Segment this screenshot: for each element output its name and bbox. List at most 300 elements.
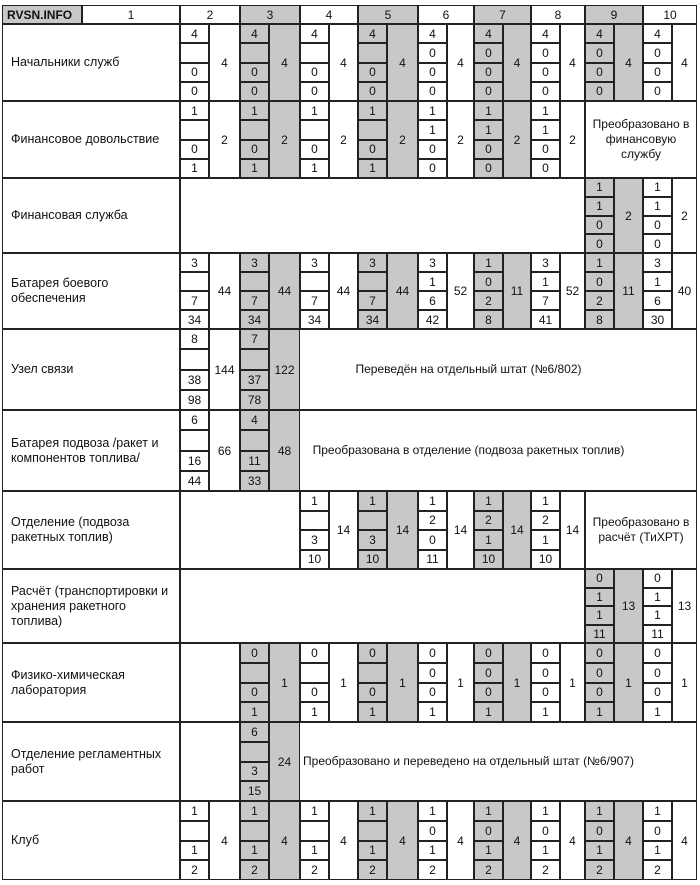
cell-value: 78	[240, 390, 269, 410]
status-note: Преобразовано и переведено на отдельный штат (№6/907)	[240, 722, 697, 801]
cell-total: 1	[447, 643, 474, 722]
cell-value: 1	[474, 101, 503, 120]
cell-value: 0	[180, 140, 209, 159]
cell-value: 4	[531, 24, 560, 43]
cell-value: 7	[531, 291, 560, 310]
cell-value: 1	[240, 841, 269, 861]
cell-total: 1	[387, 643, 418, 722]
cell-total: 4	[329, 24, 358, 101]
cell-value: 34	[358, 310, 387, 329]
cell-value: 37	[240, 370, 269, 390]
cell-total: 2	[329, 101, 358, 178]
cell-value: 98	[180, 390, 209, 410]
cell-total: 4	[387, 24, 418, 101]
status-note: Преобразовано в финансовую службу	[585, 101, 697, 178]
cell-value: 1	[418, 801, 447, 821]
cell-total: 52	[447, 253, 474, 329]
cell-value: 1	[300, 159, 329, 178]
cell-value: 0	[418, 683, 447, 703]
cell-total: 4	[560, 24, 585, 101]
cell-value: 0	[585, 82, 614, 101]
cell-value: 1	[585, 841, 614, 861]
empty-span	[180, 491, 300, 569]
row-label: Физико-химическая лаборатория	[2, 643, 180, 722]
cell-value: 11	[643, 625, 672, 644]
cell-value: 0	[180, 82, 209, 101]
cell-value: 0	[531, 683, 560, 703]
column-header-10: 10	[643, 5, 697, 24]
cell-value: 0	[531, 63, 560, 82]
cell-value: 6	[643, 291, 672, 310]
cell-value	[300, 663, 329, 683]
cell-value	[240, 43, 269, 62]
cell-value: 0	[474, 643, 503, 663]
cell-total: 11	[503, 253, 531, 329]
cell-total: 14	[387, 491, 418, 569]
cell-value: 0	[418, 663, 447, 683]
cell-value: 1	[300, 101, 329, 120]
cell-value: 30	[643, 310, 672, 329]
cell-value: 0	[643, 569, 672, 588]
cell-value: 0	[418, 140, 447, 159]
row-label: Финансовое довольствие	[2, 101, 180, 178]
cell-value: 2	[418, 511, 447, 531]
watermark: RVSN.INFO	[2, 5, 82, 24]
cell-total: 4	[329, 801, 358, 880]
column-header-6: 6	[418, 5, 474, 24]
cell-value	[300, 43, 329, 62]
cell-value: 2	[300, 860, 329, 880]
cell-value: 0	[585, 569, 614, 588]
cell-value: 0	[531, 643, 560, 663]
cell-total: 14	[560, 491, 585, 569]
cell-value: 15	[240, 781, 269, 801]
cell-value: 1	[643, 801, 672, 821]
cell-total: 48	[269, 410, 300, 491]
cell-total: 122	[269, 329, 300, 410]
cell-value: 1	[531, 530, 560, 550]
cell-value	[358, 43, 387, 62]
cell-value: 3	[300, 530, 329, 550]
cell-total: 4	[209, 801, 240, 880]
cell-value: 2	[585, 291, 614, 310]
cell-total: 2	[560, 101, 585, 178]
cell-value: 2	[531, 511, 560, 531]
cell-value: 1	[418, 841, 447, 861]
cell-value: 0	[474, 140, 503, 159]
cell-total: 14	[503, 491, 531, 569]
cell-total: 4	[503, 801, 531, 880]
column-header-5: 5	[358, 5, 418, 24]
cell-value: 1	[300, 702, 329, 722]
cell-value: 4	[474, 24, 503, 43]
cell-total: 1	[560, 643, 585, 722]
row-label: Клуб	[2, 801, 180, 880]
cell-value	[358, 511, 387, 531]
cell-value: 1	[180, 159, 209, 178]
cell-value: 0	[531, 663, 560, 683]
cell-value: 1	[643, 197, 672, 216]
status-note: Преобразовано в расчёт (ТиХРТ)	[585, 491, 697, 569]
cell-total: 44	[209, 253, 240, 329]
empty-span	[180, 643, 240, 722]
cell-value	[300, 821, 329, 841]
cell-value: 0	[358, 683, 387, 703]
cell-value: 1	[531, 272, 560, 291]
cell-value: 3	[358, 530, 387, 550]
cell-value: 1	[643, 841, 672, 861]
cell-value: 4	[240, 24, 269, 43]
cell-total: 2	[447, 101, 474, 178]
cell-value: 0	[643, 683, 672, 703]
cell-value: 11	[418, 550, 447, 570]
cell-value: 6	[240, 722, 269, 742]
cell-value: 6	[180, 410, 209, 430]
cell-value: 38	[180, 370, 209, 390]
cell-value: 1	[240, 159, 269, 178]
cell-total: 4	[447, 801, 474, 880]
cell-value: 34	[180, 310, 209, 329]
cell-value: 0	[418, 159, 447, 178]
cell-value: 41	[531, 310, 560, 329]
cell-value: 2	[358, 860, 387, 880]
cell-value: 4	[418, 24, 447, 43]
cell-value: 0	[585, 216, 614, 235]
cell-value: 0	[474, 663, 503, 683]
cell-total: 2	[614, 178, 643, 253]
cell-value: 0	[240, 82, 269, 101]
cell-value: 1	[585, 588, 614, 607]
cell-total: 4	[269, 801, 300, 880]
cell-value: 10	[300, 550, 329, 570]
cell-value: 0	[531, 43, 560, 62]
cell-value: 1	[643, 588, 672, 607]
cell-value: 0	[643, 234, 672, 253]
cell-value: 4	[643, 24, 672, 43]
cell-value: 11	[240, 451, 269, 471]
cell-value: 8	[474, 310, 503, 329]
cell-value: 2	[474, 511, 503, 531]
cell-value: 42	[418, 310, 447, 329]
cell-total: 13	[614, 569, 643, 643]
row-label: Начальники служб	[2, 24, 180, 101]
cell-value: 0	[585, 43, 614, 62]
column-header-4: 4	[300, 5, 358, 24]
cell-value: 0	[531, 82, 560, 101]
cell-value: 0	[300, 683, 329, 703]
cell-value: 0	[531, 821, 560, 841]
cell-value: 1	[531, 120, 560, 139]
cell-value: 0	[358, 643, 387, 663]
cell-value	[180, 430, 209, 450]
cell-value: 1	[474, 530, 503, 550]
cell-value: 1	[418, 491, 447, 511]
cell-value: 3	[240, 762, 269, 782]
cell-value: 1	[585, 253, 614, 272]
cell-value: 1	[474, 253, 503, 272]
cell-value	[240, 663, 269, 683]
cell-value: 0	[240, 643, 269, 663]
row-label: Расчёт (транспортировки и хранения ракетного топлива)	[2, 569, 180, 643]
cell-value: 0	[474, 63, 503, 82]
cell-value: 1	[643, 272, 672, 291]
cell-value: 3	[240, 253, 269, 272]
cell-value: 0	[643, 663, 672, 683]
cell-total: 1	[672, 643, 697, 722]
cell-value: 10	[358, 550, 387, 570]
cell-value: 0	[531, 140, 560, 159]
cell-total: 4	[614, 801, 643, 880]
cell-total: 2	[672, 178, 697, 253]
cell-value: 8	[585, 310, 614, 329]
cell-value: 1	[585, 702, 614, 722]
cell-value: 2	[474, 860, 503, 880]
cell-value: 1	[531, 491, 560, 511]
cell-value: 0	[585, 821, 614, 841]
cell-value: 1	[240, 702, 269, 722]
cell-value: 0	[300, 140, 329, 159]
cell-value: 0	[531, 159, 560, 178]
cell-value: 1	[643, 702, 672, 722]
status-note: Переведён на отдельный штат (№6/802)	[240, 329, 697, 410]
cell-value: 0	[474, 43, 503, 62]
cell-value	[240, 120, 269, 139]
cell-value: 1	[531, 101, 560, 120]
cell-value: 3	[300, 253, 329, 272]
cell-value: 1	[418, 272, 447, 291]
cell-total: 24	[269, 722, 300, 801]
cell-value: 0	[418, 63, 447, 82]
cell-value: 0	[474, 821, 503, 841]
cell-value: 1	[240, 801, 269, 821]
cell-value	[300, 272, 329, 291]
cell-value: 34	[300, 310, 329, 329]
cell-value: 0	[240, 140, 269, 159]
cell-value: 1	[585, 606, 614, 625]
cell-value: 1	[474, 120, 503, 139]
cell-total: 4	[672, 24, 697, 101]
cell-value: 1	[531, 801, 560, 821]
cell-total: 44	[387, 253, 418, 329]
row-label: Батарея подвоза /ракет и компонентов топлива/	[2, 410, 180, 491]
cell-total: 52	[560, 253, 585, 329]
cell-value: 1	[358, 801, 387, 821]
cell-value: 1	[358, 702, 387, 722]
cell-total: 4	[503, 24, 531, 101]
cell-value	[180, 821, 209, 841]
cell-value	[300, 511, 329, 531]
cell-value: 0	[643, 63, 672, 82]
cell-value: 7	[358, 291, 387, 310]
cell-value: 1	[300, 491, 329, 511]
cell-total: 40	[672, 253, 697, 329]
cell-total: 44	[269, 253, 300, 329]
cell-value: 33	[240, 471, 269, 491]
column-header-1: 1	[82, 5, 180, 24]
cell-value: 2	[418, 860, 447, 880]
cell-value: 1	[240, 101, 269, 120]
cell-value: 1	[180, 801, 209, 821]
cell-total: 4	[209, 24, 240, 101]
cell-value: 44	[180, 471, 209, 491]
status-note: Преобразована в отделение (подвоза ракетных топлив)	[240, 410, 697, 491]
cell-total: 11	[614, 253, 643, 329]
row-label: Батарея боевого обеспечения	[2, 253, 180, 329]
cell-value: 0	[418, 821, 447, 841]
cell-value: 10	[531, 550, 560, 570]
cell-value: 0	[418, 43, 447, 62]
cell-total: 2	[387, 101, 418, 178]
cell-value: 3	[418, 253, 447, 272]
column-header-3: 3	[240, 5, 300, 24]
cell-value: 0	[300, 82, 329, 101]
cell-value: 2	[474, 291, 503, 310]
cell-total: 4	[269, 24, 300, 101]
cell-total: 4	[560, 801, 585, 880]
cell-value: 6	[418, 291, 447, 310]
cell-value: 0	[240, 63, 269, 82]
cell-value	[358, 663, 387, 683]
cell-value: 7	[240, 291, 269, 310]
cell-value: 3	[180, 253, 209, 272]
cell-total: 1	[329, 643, 358, 722]
cell-value: 0	[418, 82, 447, 101]
cell-value	[358, 272, 387, 291]
cell-value: 1	[474, 841, 503, 861]
cell-total: 4	[672, 801, 697, 880]
cell-total: 14	[329, 491, 358, 569]
cell-value: 1	[180, 841, 209, 861]
cell-value: 0	[180, 63, 209, 82]
empty-span	[180, 569, 585, 643]
cell-value	[240, 821, 269, 841]
cell-value: 1	[531, 702, 560, 722]
cell-value: 4	[300, 24, 329, 43]
cell-value: 1	[643, 606, 672, 625]
cell-value: 0	[643, 216, 672, 235]
row-label: Узел связи	[2, 329, 180, 410]
cell-value: 0	[474, 272, 503, 291]
cell-value: 0	[300, 643, 329, 663]
row-label: Отделение регламентных работ	[2, 722, 180, 801]
cell-total: 1	[269, 643, 300, 722]
column-header-2: 2	[180, 5, 240, 24]
cell-value: 1	[418, 702, 447, 722]
cell-value: 0	[240, 683, 269, 703]
cell-value: 1	[585, 178, 614, 197]
cell-total: 4	[447, 24, 474, 101]
cell-value: 0	[418, 530, 447, 550]
cell-total: 1	[614, 643, 643, 722]
cell-total: 2	[503, 101, 531, 178]
cell-value: 2	[240, 860, 269, 880]
cell-value: 8	[180, 329, 209, 349]
cell-total: 4	[614, 24, 643, 101]
cell-value: 16	[180, 451, 209, 471]
cell-value: 1	[474, 491, 503, 511]
cell-value: 4	[180, 24, 209, 43]
cell-value: 4	[585, 24, 614, 43]
cell-value: 4	[358, 24, 387, 43]
cell-value: 1	[474, 702, 503, 722]
cell-value: 0	[585, 234, 614, 253]
cell-value	[180, 272, 209, 291]
cell-total: 144	[209, 329, 240, 410]
cell-value: 1	[474, 801, 503, 821]
cell-value: 4	[240, 410, 269, 430]
cell-total: 2	[269, 101, 300, 178]
cell-value	[180, 120, 209, 139]
cell-value: 0	[418, 643, 447, 663]
cell-value: 0	[358, 82, 387, 101]
cell-value: 0	[585, 63, 614, 82]
column-header-7: 7	[474, 5, 531, 24]
cell-value: 1	[358, 841, 387, 861]
cell-value: 1	[643, 178, 672, 197]
cell-value: 3	[531, 253, 560, 272]
cell-value: 1	[585, 801, 614, 821]
cell-value: 1	[358, 101, 387, 120]
cell-value: 11	[585, 625, 614, 644]
cell-value: 2	[643, 860, 672, 880]
cell-value: 1	[358, 159, 387, 178]
cell-value: 34	[240, 310, 269, 329]
cell-value: 1	[300, 841, 329, 861]
cell-value	[358, 120, 387, 139]
empty-span	[180, 178, 585, 253]
cell-value: 0	[358, 140, 387, 159]
cell-value: 10	[474, 550, 503, 570]
cell-total: 14	[447, 491, 474, 569]
cell-total: 13	[672, 569, 697, 643]
column-header-9: 9	[585, 5, 643, 24]
cell-value	[180, 43, 209, 62]
cell-value: 0	[585, 663, 614, 683]
cell-value: 0	[585, 643, 614, 663]
cell-total: 1	[503, 643, 531, 722]
cell-value: 7	[180, 291, 209, 310]
cell-value: 2	[531, 860, 560, 880]
cell-value	[240, 272, 269, 291]
cell-value: 3	[643, 253, 672, 272]
cell-value: 7	[240, 329, 269, 349]
empty-span	[180, 722, 240, 801]
cell-value: 0	[474, 82, 503, 101]
cell-total: 2	[209, 101, 240, 178]
cell-value: 1	[531, 841, 560, 861]
cell-value: 0	[643, 643, 672, 663]
cell-value: 0	[585, 683, 614, 703]
cell-value: 0	[643, 43, 672, 62]
cell-value	[180, 349, 209, 369]
row-label: Отделение (подвоза ракетных топлив)	[2, 491, 180, 569]
cell-value: 2	[180, 860, 209, 880]
cell-value: 0	[300, 63, 329, 82]
column-header-8: 8	[531, 5, 585, 24]
cell-value: 1	[180, 101, 209, 120]
cell-value: 1	[585, 197, 614, 216]
cell-value: 0	[585, 272, 614, 291]
cell-value: 0	[643, 821, 672, 841]
cell-value: 1	[300, 801, 329, 821]
cell-value: 0	[474, 159, 503, 178]
cell-total: 44	[329, 253, 358, 329]
cell-value: 1	[418, 101, 447, 120]
cell-value: 1	[418, 120, 447, 139]
cell-total: 66	[209, 410, 240, 491]
cell-value	[300, 120, 329, 139]
cell-value: 0	[358, 63, 387, 82]
